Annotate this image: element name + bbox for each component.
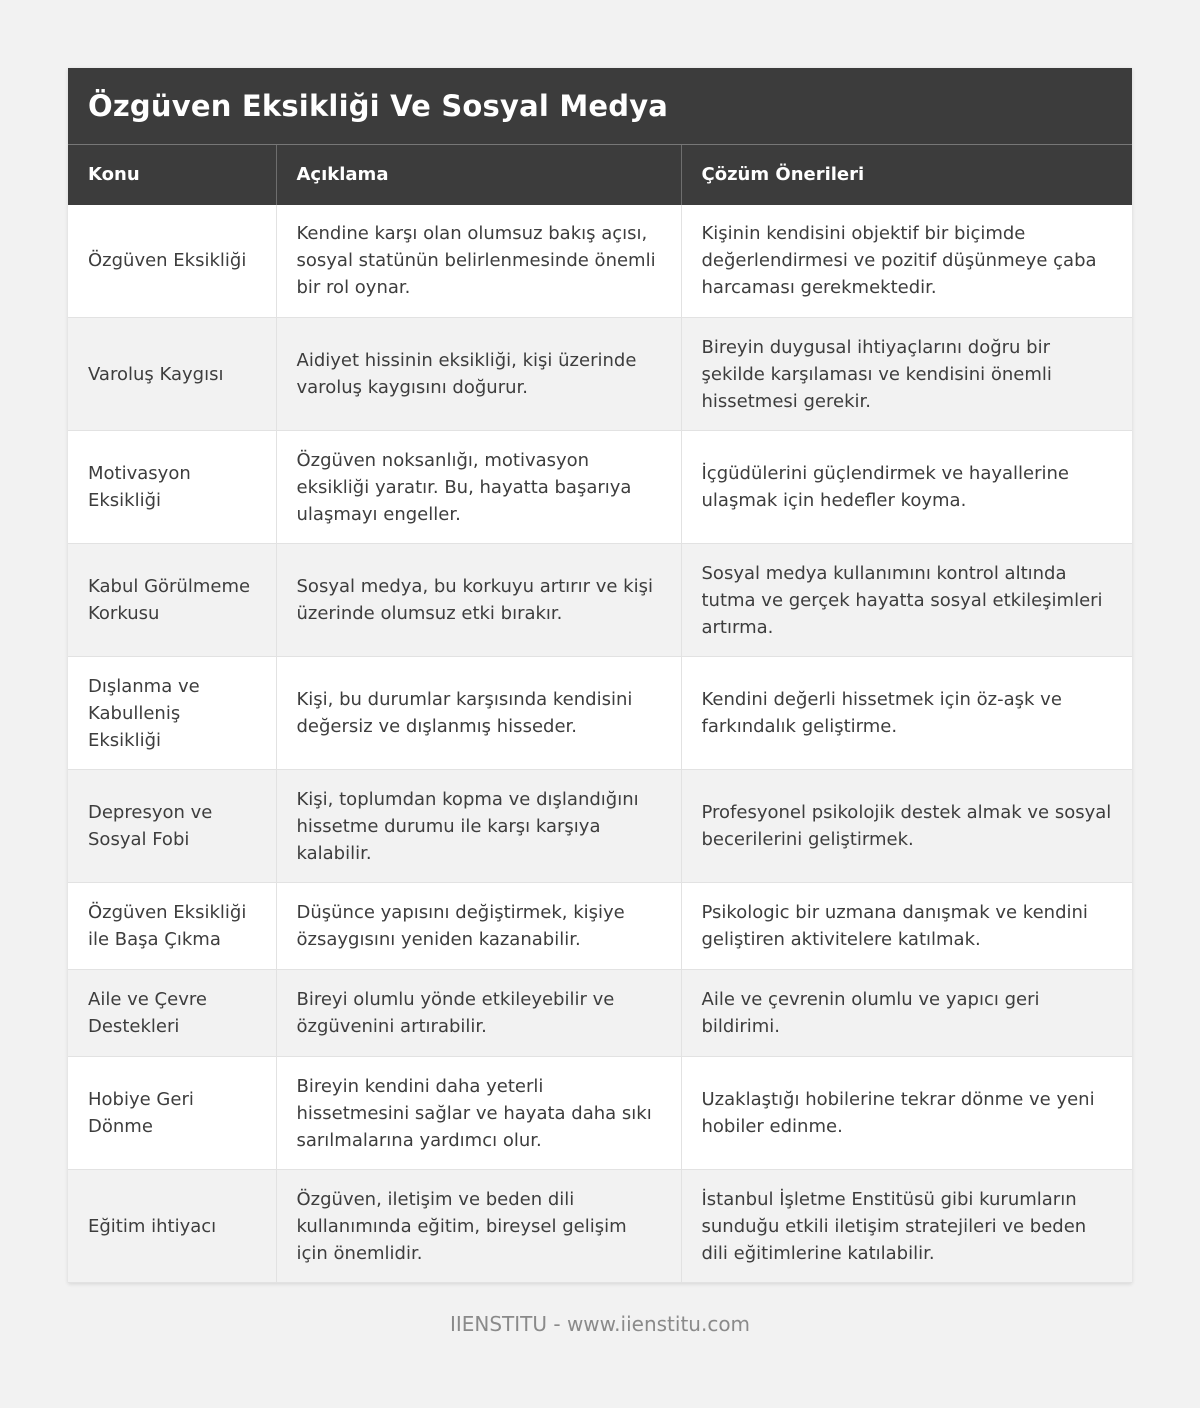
table-row bbox=[68, 657, 1132, 770]
column-header-aciklama: Açıklama bbox=[276, 145, 681, 205]
cell-cozum: Uzaklaştığı hobilerine tekrar dönme ve yeni hobiler edinme. bbox=[681, 1057, 1132, 1170]
table-card bbox=[68, 68, 1132, 1283]
cell-cozum: İçgüdülerini güçlendirmek ve hayallerine ulaşmak için hedefler koyma. bbox=[681, 431, 1132, 544]
cell-aciklama: Düşünce yapısını değiştirmek, kişiye özsaygısını yeniden kazanabilir. bbox=[276, 883, 681, 970]
table-header-row bbox=[68, 145, 1132, 205]
cell-konu: Hobiye Geri Dönme bbox=[68, 1057, 276, 1170]
cell-cozum: Kendini değerli hissetmek için öz-aşk ve farkındalık geliştirme. bbox=[681, 657, 1132, 770]
cell-aciklama: Kişi, toplumdan kopma ve dışlandığını hissetme durumu ile karşı karşıya kalabilir. bbox=[276, 770, 681, 883]
table-row bbox=[68, 970, 1132, 1057]
table-row bbox=[68, 883, 1132, 970]
cell-cozum: Aile ve çevrenin olumlu ve yapıcı geri bildirimi. bbox=[681, 970, 1132, 1057]
table-row bbox=[68, 318, 1132, 431]
footer-credit: IIENSTITU - www.iienstitu.com bbox=[449, 1312, 751, 1336]
cell-aciklama: Kişi, bu durumlar karşısında kendisini değersiz ve dışlanmış hisseder. bbox=[276, 657, 681, 770]
cell-cozum: Profesyonel psikolojik destek almak ve sosyal becerilerini geliştirmek. bbox=[681, 770, 1132, 883]
cell-aciklama: Kendine karşı olan olumsuz bakış açısı, sosyal statünün belirlenmesinde önemli bir rol oynar. bbox=[276, 205, 681, 318]
table-row bbox=[68, 1057, 1132, 1170]
data-table bbox=[68, 144, 1132, 1283]
table-row bbox=[68, 205, 1132, 318]
column-header-konu: Konu bbox=[68, 145, 276, 205]
cell-cozum: Kişinin kendisini objektif bir biçimde değerlendirmesi ve pozitif düşünmeye çaba harcaması gerekmektedir. bbox=[681, 205, 1132, 318]
table-row bbox=[68, 1170, 1132, 1283]
cell-konu: Özgüven Eksikliği bbox=[68, 205, 276, 318]
column-header-cozum: Çözüm Önerileri bbox=[681, 145, 1132, 205]
cell-aciklama: Bireyin kendini daha yeterli hissetmesini sağlar ve hayata daha sıkı sarılmalarına yardımcı olur. bbox=[276, 1057, 681, 1170]
cell-aciklama: Aidiyet hissinin eksikliği, kişi üzerinde varoluş kaygısını doğurur. bbox=[276, 318, 681, 431]
cell-konu: Kabul Görülmeme Korkusu bbox=[68, 544, 276, 657]
cell-aciklama: Sosyal medya, bu korkuyu artırır ve kişi üzerinde olumsuz etki bırakır. bbox=[276, 544, 681, 657]
table-row bbox=[68, 431, 1132, 544]
table-row bbox=[68, 544, 1132, 657]
cell-konu: Depresyon ve Sosyal Fobi bbox=[68, 770, 276, 883]
cell-konu: Dışlanma ve Kabulleniş Eksikliği bbox=[68, 657, 276, 770]
page-title: Özgüven Eksikliği Ve Sosyal Medya bbox=[88, 89, 669, 123]
cell-aciklama: Özgüven, iletişim ve beden dili kullanımında eğitim, bireysel gelişim için önemlidir. bbox=[276, 1170, 681, 1283]
cell-konu: Varoluş Kaygısı bbox=[68, 318, 276, 431]
cell-cozum: İstanbul İşletme Enstitüsü gibi kurumların sunduğu etkili iletişim stratejileri ve beden dili eğitimlerine katılabilir. bbox=[681, 1170, 1132, 1283]
title-bar bbox=[68, 68, 1132, 144]
cell-konu: Özgüven Eksikliği ile Başa Çıkma bbox=[68, 883, 276, 970]
cell-cozum: Sosyal medya kullanımını kontrol altında tutma ve gerçek hayatta sosyal etkileşimleri artırma. bbox=[681, 544, 1132, 657]
table-row bbox=[68, 770, 1132, 883]
cell-konu: Eğitim ihtiyacı bbox=[68, 1170, 276, 1283]
cell-cozum: Bireyin duygusal ihtiyaçlarını doğru bir şekilde karşılaması ve kendisini önemli hissetmesi gerekir. bbox=[681, 318, 1132, 431]
cell-konu: Motivasyon Eksikliği bbox=[68, 431, 276, 544]
cell-konu: Aile ve Çevre Destekleri bbox=[68, 970, 276, 1057]
cell-aciklama: Özgüven noksanlığı, motivasyon eksikliği yaratır. Bu, hayatta başarıya ulaşmayı engeller. bbox=[276, 431, 681, 544]
cell-cozum: Psikologic bir uzmana danışmak ve kendini geliştiren aktivitelere katılmak. bbox=[681, 883, 1132, 970]
cell-aciklama: Bireyi olumlu yönde etkileyebilir ve özgüvenini artırabilir. bbox=[276, 970, 681, 1057]
